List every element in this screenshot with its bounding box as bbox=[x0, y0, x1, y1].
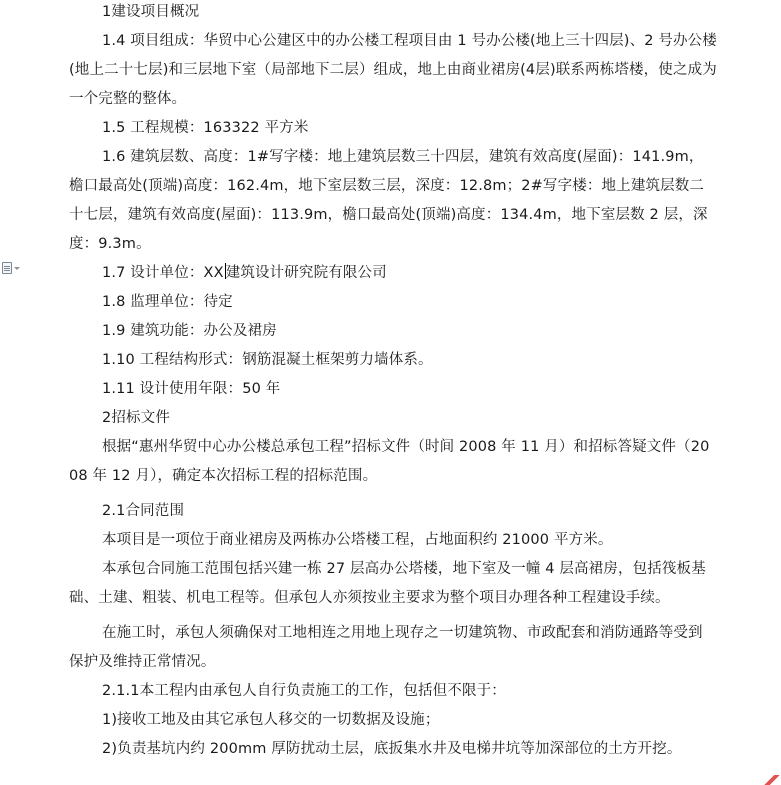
design-unit-prefix: 1.7 设计单位：XX bbox=[102, 265, 224, 281]
paragraph-tender-basis: 根据“惠州华贸中心办公楼总承包工程”招标文件（时间 2008 年 11 月）和招标答疑文件（2008 年 12 月），确定本次招标工程的招标范围。 bbox=[69, 439, 710, 484]
paragraph-building-floors: 1.6 建筑层数、高度：1#写字楼：地上建筑层数三十四层，建筑有效高度(屋面)：141.9m，檐口最高处(顶端)高度：162.4m，地下室层数三层，深度：12.8m；2#写字楼：地上建筑层数二十七层，建筑有效高度(屋面)：113.9m，檐口最高处(顶端)高度：134.4m，地下室层数 2 层，深度：9.3m。 bbox=[69, 149, 708, 252]
caret-down-icon bbox=[14, 267, 20, 270]
paragraph-project-location: 本项目是一项位于商业裙房及两栋办公塔楼工程，占地面积约 21000 平方米。 bbox=[102, 532, 613, 548]
paragraph-supervision-unit: 1.8 监理单位：待定 bbox=[102, 294, 233, 310]
subsection-heading-contractor-work: 2.1.1本工程内由承包人自行负责施工的工作，包括但不限于： bbox=[102, 683, 506, 699]
document-icon bbox=[2, 262, 12, 274]
paragraph-design-unit bbox=[69, 259, 717, 288]
section-heading-1: 1建设项目概况 bbox=[102, 4, 200, 20]
paragraph-building-function: 1.9 建筑功能：办公及裙房 bbox=[102, 323, 277, 339]
design-unit-name: 建筑设计研究院有限公司 bbox=[225, 265, 387, 281]
paragraph-structure-type: 1.10 工程结构形式：钢筋混凝土框架剪力墙体系。 bbox=[102, 352, 433, 368]
paragraph-site-protection: 在施工时，承包人须确保对工地相连之用地上现存之一切建筑物、市政配套和消防通路等受到保护及维持正常情况。 bbox=[69, 625, 703, 670]
paragraph-construction-scope: 本承包合同施工范围包括兴建一栋 27 层高办公塔楼，地下室及一幢 4 层高裙房，包括筏板基础、土建、粗装、机电工程等。但承包人亦须按业主要求为整个项目办理各种工程建设手续。 bbox=[69, 561, 706, 606]
paragraph-project-composition: 1.4 项目组成：华贸中心公建区中的办公楼工程项目由 1 号办公楼(地上三十四层)、2 号办公楼(地上二十七层)和三层地下室（局部地下二层）组成，地上由商业裙房(4层)联系两栋塔楼，使之成为一个完整的整体。 bbox=[69, 33, 717, 107]
list-item-2: 2)负责基坑内约 200mm 厚防扰动土层，底扳集水井及电梯井坑等加深部位的土方开挖。 bbox=[102, 741, 682, 757]
section-heading-2: 2招标文件 bbox=[102, 410, 170, 426]
document-body[interactable] bbox=[69, 0, 717, 764]
paragraph-menu-button[interactable] bbox=[2, 260, 28, 276]
paragraph-project-scale: 1.5 工程规模：163322 平方米 bbox=[102, 120, 309, 136]
list-item-1: 1)接收工地及由其它承包人移交的一切数据及设施； bbox=[102, 712, 440, 728]
corner-mark bbox=[763, 775, 781, 785]
subsection-heading-contract-scope: 2.1合同范围 bbox=[102, 503, 185, 519]
paragraph-design-life: 1.11 设计使用年限：50 年 bbox=[102, 381, 281, 397]
